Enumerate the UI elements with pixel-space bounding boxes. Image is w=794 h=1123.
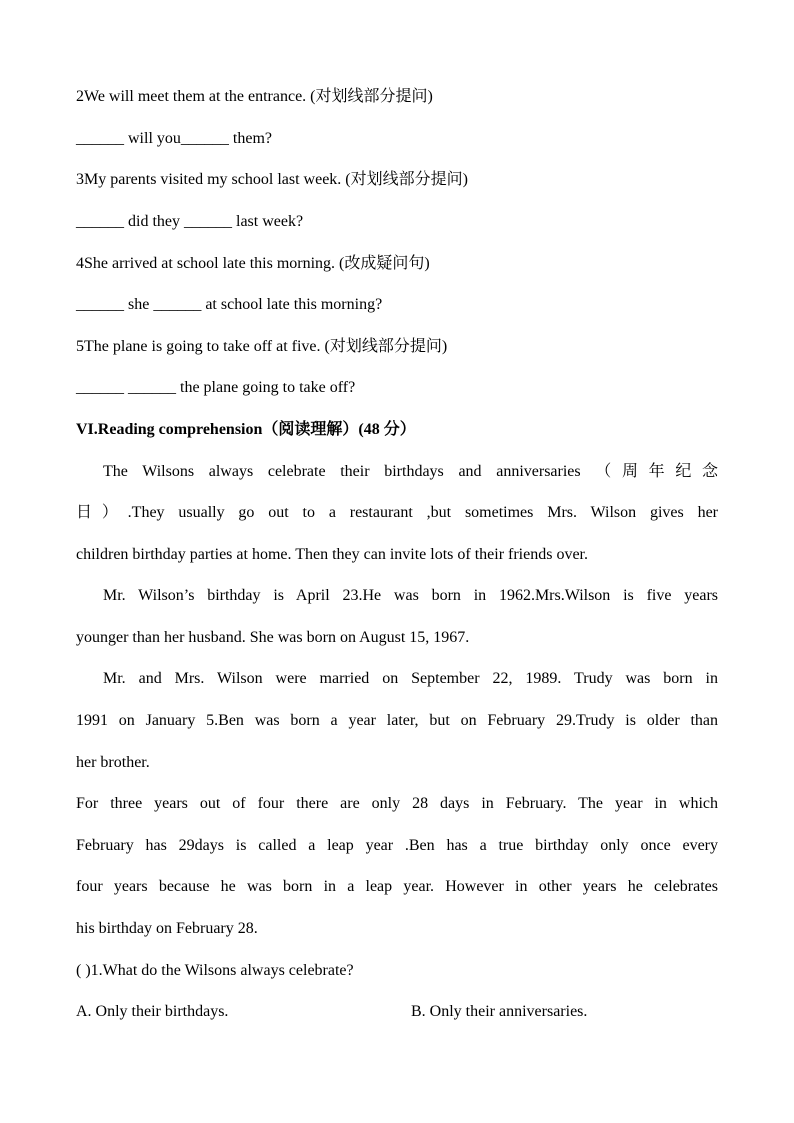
passage-paragraph-1-line-3: children birthday parties at home. Then they can invite lots of their friends over. [76,546,588,563]
question-2-prompt: 2We will meet them at the entrance. (对划线部分提问) [76,88,433,105]
question-2-answer-line: ______ will you______ them? [76,130,272,147]
passage-paragraph-4-line-2: February has 29days is called a leap year .Ben has a true birthday only once every [76,837,718,854]
passage-paragraph-2-line-1: Mr. Wilson’s birthday is April 23.He was born in 1962.Mrs.Wilson is five years [103,587,718,604]
passage-paragraph-3-line-1: Mr. and Mrs. Wilson were married on September 22, 1989. Trudy was born in [103,670,718,687]
passage-paragraph-1-line-2: 日）.They usually go out to a restaurant ,but sometimes Mrs. Wilson gives her [76,504,718,521]
question-5-answer-line: ______ ______ the plane going to take off? [76,379,356,396]
passage-paragraph-4-line-4: his birthday on February 28. [76,920,258,937]
passage-paragraph-3-line-3: her brother. [76,754,150,771]
question-5-prompt: 5The plane is going to take off at five. (对划线部分提问) [76,338,448,355]
passage-paragraph-4-line-1: For three years out of four there are only 28 days in February. The year in which [76,795,718,812]
question-4-prompt: 4She arrived at school late this morning. (改成疑问句) [76,255,430,272]
passage-paragraph-2-line-2: younger than her husband. She was born on August 15, 1967. [76,629,470,646]
question-3-prompt: 3My parents visited my school last week. (对划线部分提问) [76,171,468,188]
section-title: VI.Reading comprehension（阅读理解）(48 分） [76,421,416,438]
mc-question-1-option-a: A. Only their birthdays. [76,1003,229,1020]
question-4-answer-line: ______ she ______ at school late this morning? [76,296,383,313]
question-3-answer-line: ______ did they ______ last week? [76,213,304,230]
passage-paragraph-3-line-2: 1991 on January 5.Ben was born a year later, but on February 29.Trudy is older than [76,712,718,729]
mc-question-1-stem: ( )1.What do the Wilsons always celebrate? [76,962,354,979]
mc-question-1-options [76,1002,718,1022]
passage-paragraph-4-line-3: four years because he was born in a leap year. However in other years he celebrates [76,878,718,895]
mc-question-1-option-b: B. Only their anniversaries. [411,1003,588,1020]
passage-paragraph-1-line-1: The Wilsons always celebrate their birthdays and anniversaries （周年纪念 [103,463,718,480]
